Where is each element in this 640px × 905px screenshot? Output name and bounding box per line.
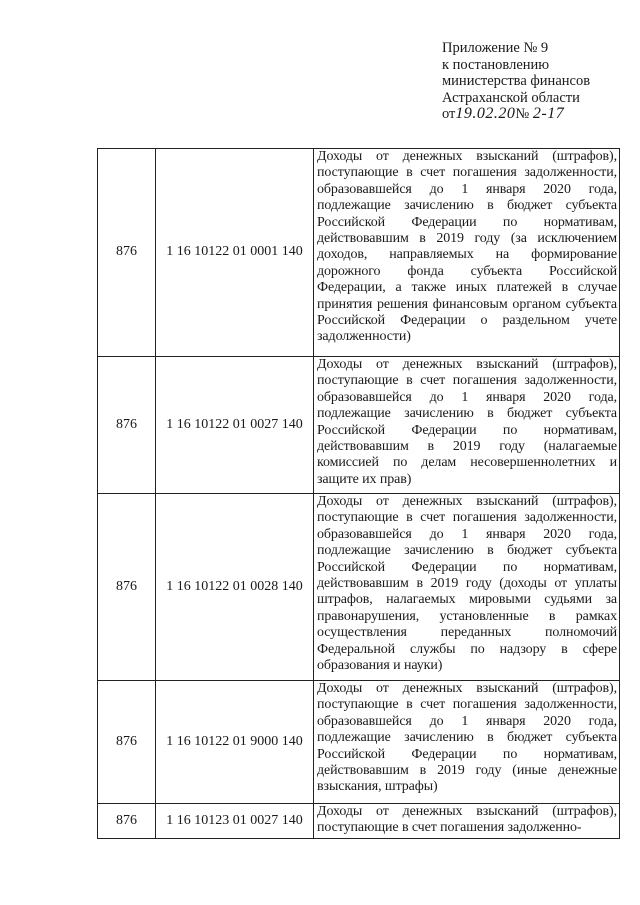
number-prefix: № [515,106,530,122]
revenue-description-cell: Доходы от денежных взысканий (штрафов), поступающие в счет погашения задолженности, образовавшейся до 1 января 2020 года, подлежащие зачислению в бюджет субъекта Российской Федерации по нормативам, действовавшим в 2019 году (иные денежные взыскания, штрафы) [314,681,620,804]
header-date-line [442,106,632,123]
admin-code-cell: 876 [98,357,156,494]
admin-code-cell: 876 [98,149,156,357]
kbk-code-cell: 1 16 10122 01 9000 140 [156,681,314,804]
date-prefix: от [442,106,456,122]
header-appendix-number: Приложение № 9 [442,40,549,56]
revenue-codes-table [97,148,620,839]
header-region: Астраханской области [442,89,580,106]
table-row [98,681,620,804]
admin-code-cell: 876 [98,804,156,839]
revenue-description-cell: Доходы от денежных взысканий (штрафов), поступающие в счет погашения задолженности, образовавшейся до 1 января 2020 года, подлежащие зачислению в бюджет субъекта Российской Федерации по нормативам, действовавшим в 2019 году (налагаемые комиссией по делам несовершеннолетних и защите их прав) [314,357,620,494]
admin-code-cell: 876 [98,681,156,804]
kbk-code-cell: 1 16 10123 01 0027 140 [156,804,314,839]
revenue-description-text: Доходы от денежных взысканий (штрафов), поступающие в счет погашения задолженно- [317,804,617,836]
handwritten-date: 19.02.20 [455,105,516,122]
admin-code-cell: 876 [98,494,156,681]
handwritten-number: 2-17 [532,105,565,122]
table-row [98,494,620,681]
revenue-description-cell: Доходы от денежных взысканий (штрафов), поступающие в счет погашения задолженности, образовавшейся до 1 января 2020 года, подлежащие зачислению в бюджет субъекта Российской Федерации по нормативам, действовавшим в 2019 году (доходы от уплаты штрафов, налагаемых мировыми судьями за правонарушения, установленные в рамках осуществления переданных полномочий Федеральной службы по надзору в сфере образования и науки) [314,494,620,681]
kbk-code-cell: 1 16 10122 01 0028 140 [156,494,314,681]
appendix-header [442,40,632,123]
table-row [98,357,620,494]
table-row [98,149,620,357]
revenue-description-cell: Доходы от денежных взысканий (штрафов), поступающие в счет погашения задолженности, образовавшейся до 1 января 2020 года, подлежащие зачислению в бюджет субъекта Российской Федерации по нормативам, действовавшим в 2019 году (за исключением доходов, направляемых на формирование дорожного фонда субъекта Российской Федерации, а также иных платежей в случае принятия решения финансовым органом субъекта Российской Федерации о раздельном учете задолженности) [314,149,620,357]
header-resolution-ref: к постановлению [442,56,550,73]
table-row [98,804,620,839]
revenue-description-cell [314,804,620,839]
kbk-code-cell: 1 16 10122 01 0001 140 [156,149,314,357]
header-ministry: министерства финансов [442,73,591,89]
kbk-code-cell: 1 16 10122 01 0027 140 [156,357,314,494]
